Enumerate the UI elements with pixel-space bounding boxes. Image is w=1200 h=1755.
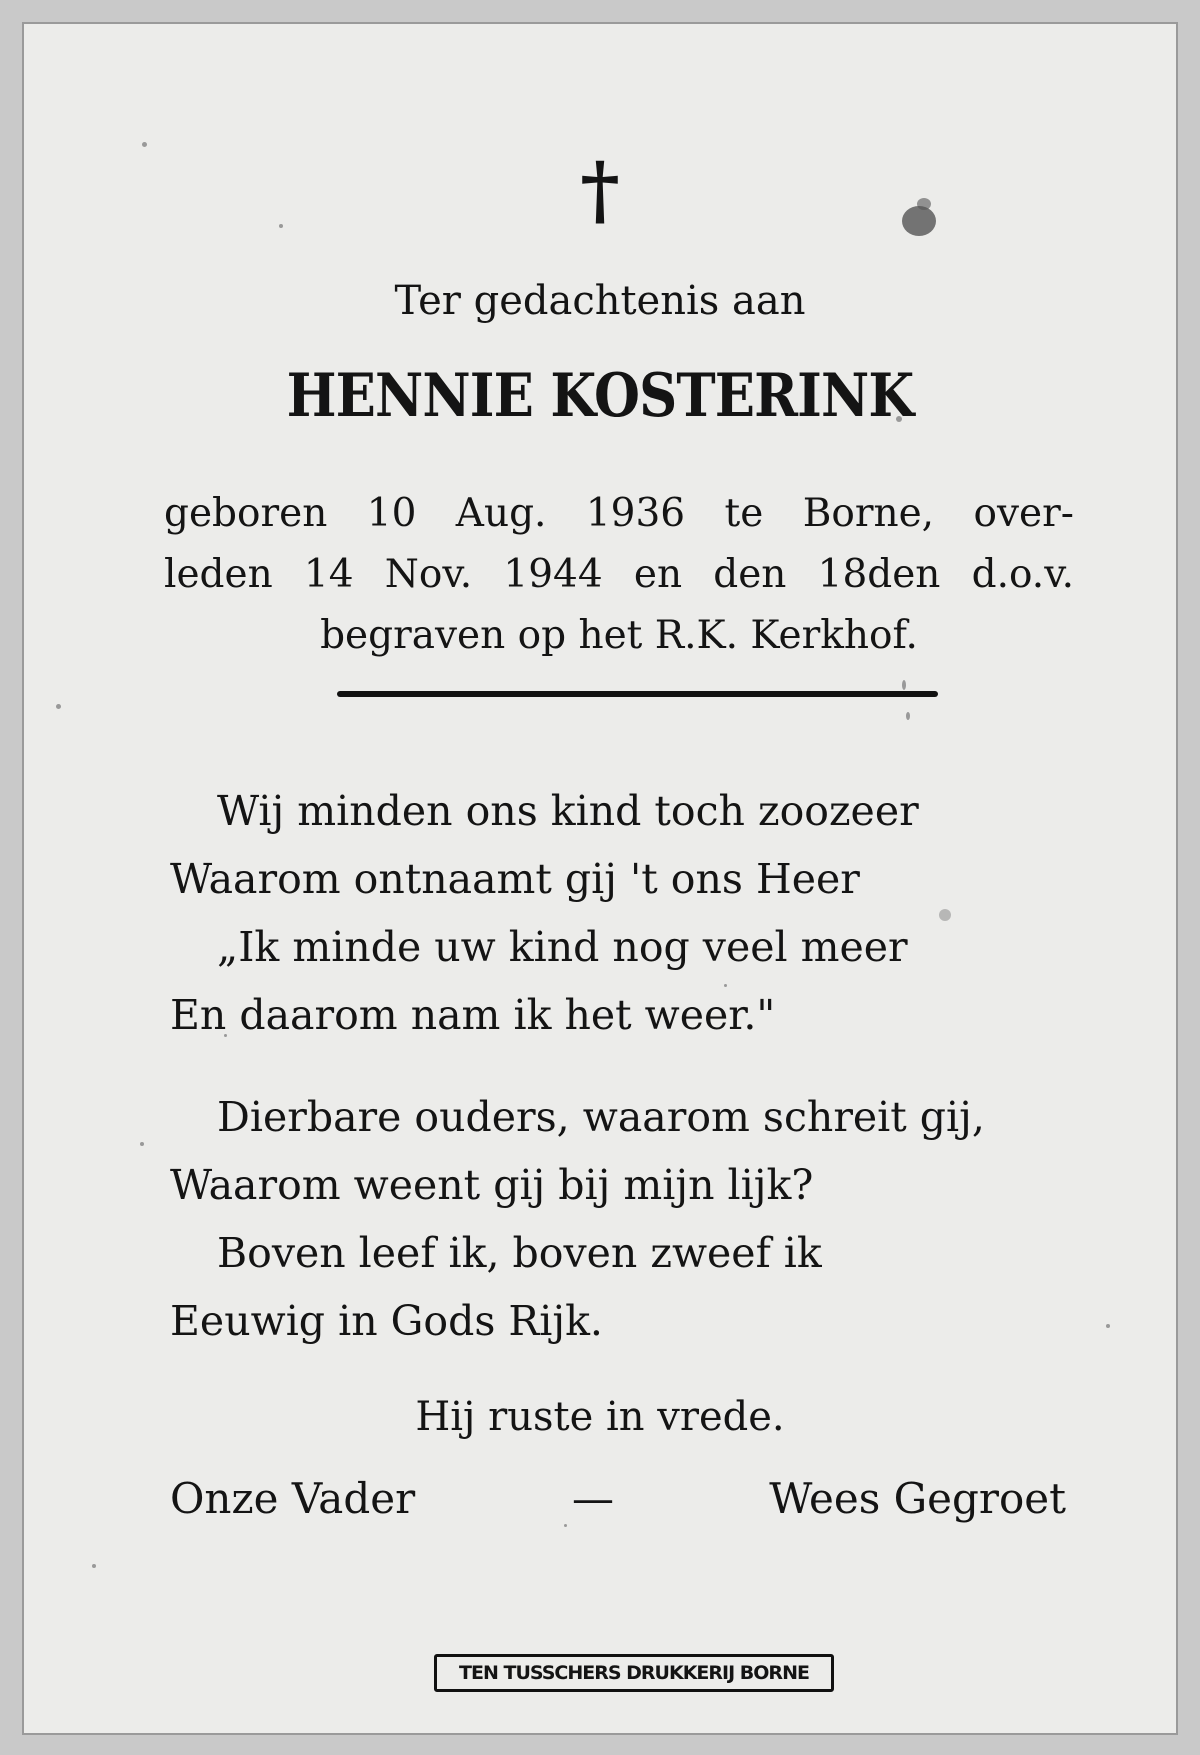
info-word: te — [724, 491, 764, 536]
info-word: leden — [164, 552, 273, 597]
info-word: Borne, — [802, 491, 935, 536]
prayer-right: Wees Gegroet — [769, 1474, 1066, 1523]
printer-mark: TEN TUSSCHERS DRUKKERIJ BORNE — [434, 1654, 834, 1692]
verse-line: Dierbare ouders, waarom schreit gij, — [217, 1093, 985, 1141]
verse-line: Wij minden ons kind toch zoozeer — [217, 787, 919, 835]
verse-line: Boven leef ik, boven zweef ik — [217, 1229, 822, 1277]
prayer-separator: — — [572, 1474, 614, 1523]
verse-line: Eeuwig in Gods Rijk. — [170, 1297, 603, 1345]
verse-line: „Ik minde uw kind nog veel meer — [217, 923, 908, 971]
info-word: Nov. — [384, 552, 473, 597]
info-word: begraven op het R.K. Kerkhof. — [320, 613, 918, 658]
verse-line: Waarom ontnaamt gij 't ons Heer — [170, 855, 860, 903]
cross-icon: † — [580, 145, 620, 234]
info-word: den — [713, 552, 787, 597]
deceased-name: HENNIE KOSTERINK — [286, 361, 914, 431]
prayer-left: Onze Vader — [170, 1474, 416, 1523]
info-word: over- — [973, 491, 1074, 536]
info-line-2 — [164, 544, 1074, 605]
info-word: Aug. — [455, 491, 547, 536]
info-word: 18den — [817, 552, 941, 597]
info-word: 1944 — [503, 552, 603, 597]
memorial-card — [22, 22, 1178, 1735]
intro-text: Ter gedachtenis aan — [394, 278, 806, 324]
info-word: 1936 — [585, 491, 686, 536]
info-word: 14 — [303, 552, 354, 597]
info-word: geboren — [164, 491, 328, 536]
verse-line: En daarom nam ik het weer." — [170, 991, 776, 1039]
closing-text: Hij ruste in vrede. — [415, 1394, 785, 1440]
verse-line: Waarom weent gij bij mijn lijk? — [170, 1161, 814, 1209]
info-word: d.o.v. — [971, 552, 1074, 597]
info-line-3 — [164, 605, 1074, 666]
info-word: en — [633, 552, 683, 597]
birth-death-info — [164, 483, 1074, 666]
divider-line — [337, 691, 938, 697]
info-word: 10 — [366, 491, 417, 536]
info-line-1 — [164, 483, 1074, 544]
